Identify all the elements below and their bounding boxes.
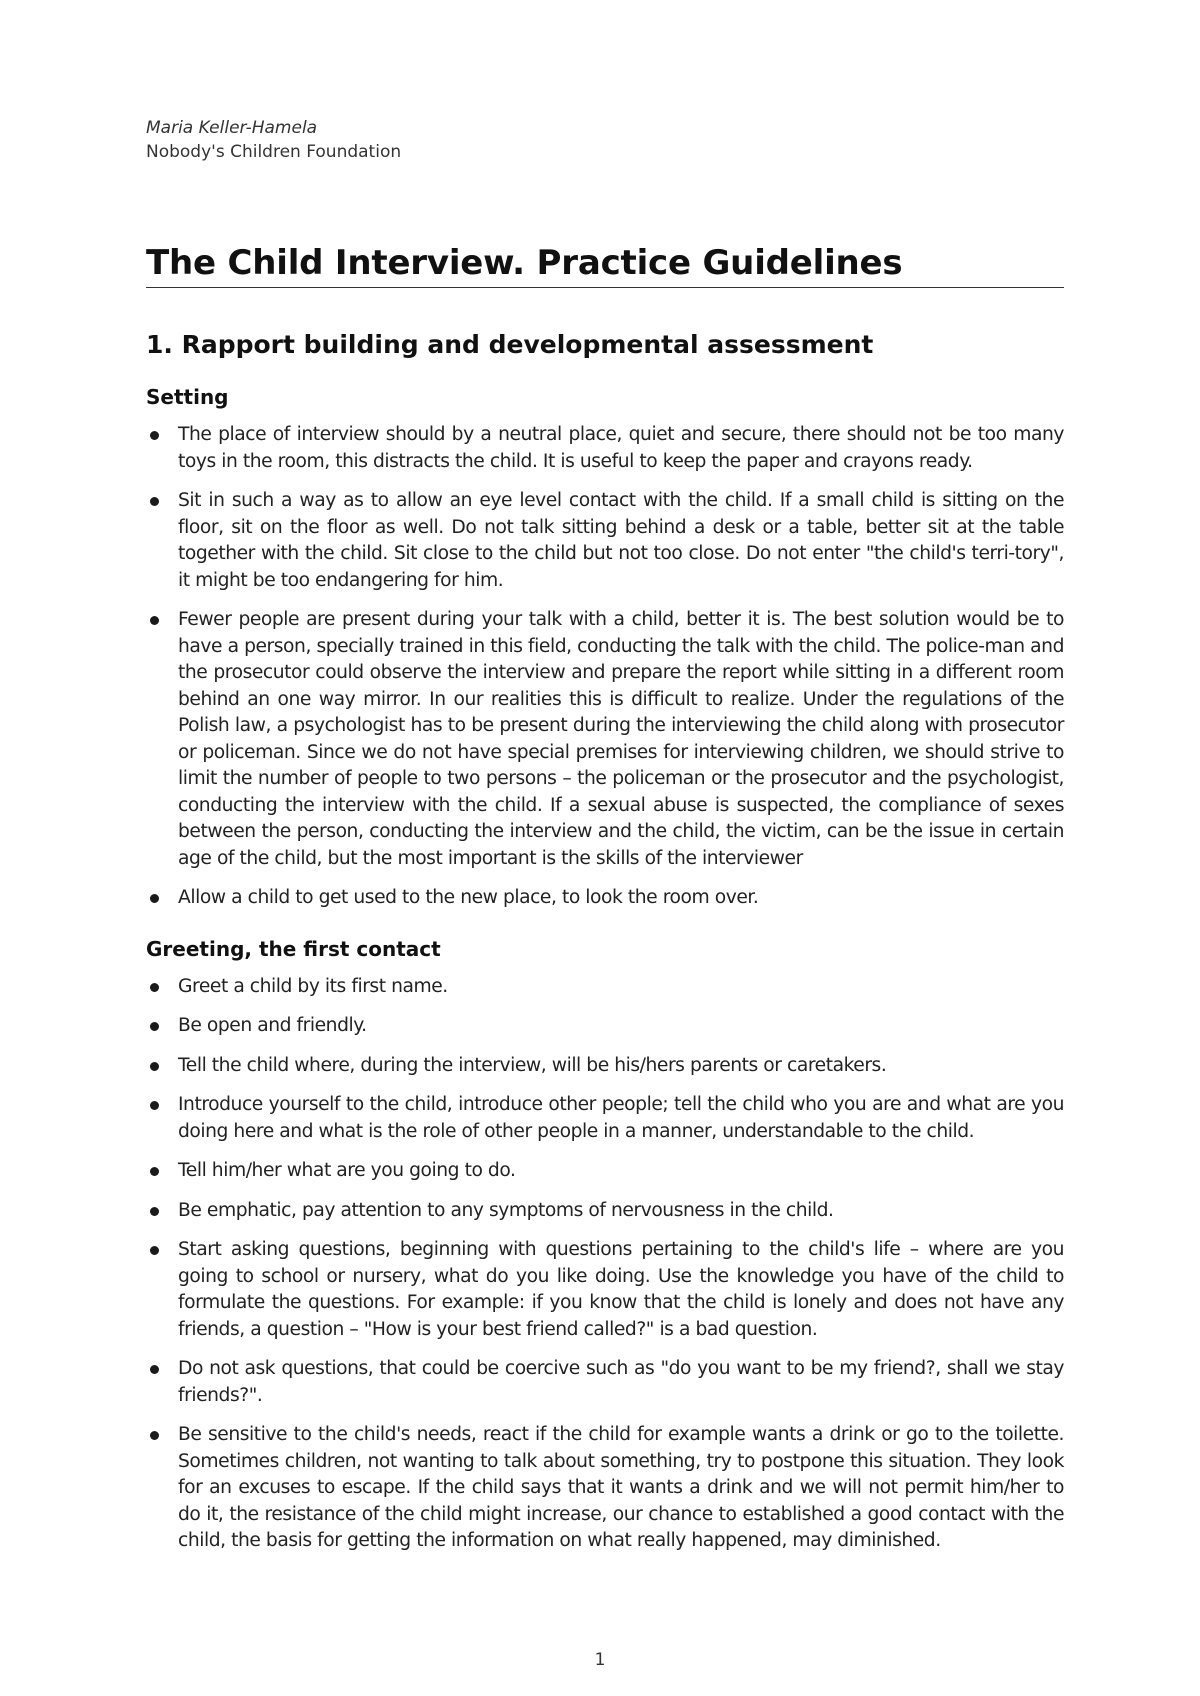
list-item-text: Tell the child where, during the interview, will be his/hers parents or caretakers.: [178, 1054, 887, 1076]
list-item: [146, 1013, 1064, 1040]
bullet-icon: [150, 1246, 159, 1255]
bullet-icon: [150, 1365, 159, 1374]
list-item-text: Fewer people are present during your talk with a child, better it is. The best solution would be to have a person, specially trained in this field, conducting the talk with the child. The police-man and the prosecutor could observe the interview and prepare the report while sitting in a different room behind an one way mirror. In our realities this is difficult to realize. Under the regulations of the Polish law, a psychologist has to be present during the interviewing the child along with prosecutor or policeman. Since we do not have special premises for interviewing children, we should strive to limit the number of people to two persons – the policeman or the prosecutor and the psychologist, conducting the interview with the child. If a sexual abuse is suspected, the compliance of sexes between the person, conducting the interview and the child, the victim, can be the issue in certain age of the child, but the most important is the skills of the interviewer: [178, 609, 1064, 869]
list-item: [146, 1092, 1064, 1145]
list-item-text: Be open and friendly.: [178, 1015, 367, 1036]
list-item-text: Tell him/her what are you going to do.: [178, 1160, 516, 1181]
list-item-text: Do not ask questions, that could be coercive such as "do you want to be my friend?, shall we stay friends?".: [178, 1358, 1064, 1406]
list-item-text: Sit in such a way as to allow an eye level contact with the child. If a small child is sitting on the floor, sit on the floor as well. Do not talk sitting behind a desk or a table, better sit at the table together with the child. Sit close to the child but not too close. Do not enter "the child's terri-tory", it might be too endangering for him.: [178, 490, 1064, 591]
page-content: [146, 116, 1064, 1568]
bullet-icon: [150, 616, 159, 625]
list-item: [146, 1053, 1064, 1080]
greeting-heading: Greeting, the first contact: [146, 936, 441, 961]
list-item-text: Be sensitive to the child's needs, react if the child for example wants a drink or go to the toilette. Sometimes children, not wanting to talk about something, try to postpone this situation. They look for an excuses to escape. If the child says that it wants a drink and we will not permit him/her to do it, the resistance of the child might increase, our chance to established a good contact with the child, the basis for getting the information on what really happened, may diminished.: [178, 1424, 1064, 1551]
list-item: [146, 974, 1064, 1001]
bullet-icon: [150, 1022, 159, 1031]
list-item: [146, 1198, 1064, 1225]
list-item: [146, 607, 1064, 872]
bullet-icon: [150, 1101, 159, 1110]
list-item: [146, 885, 1064, 912]
list-item: [146, 1356, 1064, 1409]
author-name: Maria Keller-Hamela: [146, 118, 318, 138]
bullet-icon: [150, 1207, 159, 1216]
section-title: 1. Rapport building and developmental assessment: [146, 330, 874, 359]
list-item-text: Introduce yourself to the child, introduce other people; tell the child who you are and what are you doing here and what is the role of other people in a manner, understandable to the child.: [178, 1094, 1064, 1142]
list-item: [146, 488, 1064, 594]
organization-name: Nobody's Children Foundation: [146, 142, 402, 162]
bullet-icon: [150, 894, 159, 903]
page-number: 1: [594, 1650, 606, 1670]
bullet-icon: [150, 497, 159, 506]
bullet-icon: [150, 1062, 159, 1071]
setting-list: [146, 422, 1064, 912]
list-item: [146, 1158, 1064, 1185]
list-item-text: Greet a child by its first name.: [178, 975, 448, 997]
list-item-text: Start asking questions, beginning with questions pertaining to the child's life – where are you going to school or nursery, what do you like doing. Use the knowledge you have of the child to formulate the questions. For example: if you know that the child is lonely and does not have any friends, a question – "How is your best friend called?" is a bad question.: [178, 1239, 1064, 1340]
bullet-icon: [150, 1431, 159, 1440]
bullet-icon: [150, 983, 159, 992]
bullet-icon: [150, 431, 159, 440]
greeting-list: [146, 974, 1064, 1555]
setting-heading: Setting: [146, 385, 229, 409]
list-item: [146, 1237, 1064, 1343]
list-item: [146, 1422, 1064, 1555]
list-item-text: Allow a child to get used to the new place, to look the room over.: [178, 887, 759, 908]
list-item: [146, 422, 1064, 475]
list-item-text: Be emphatic, pay attention to any symptoms of nervousness in the child.: [178, 1199, 834, 1221]
bullet-icon: [150, 1167, 159, 1176]
document-title: The Child Interview. Practice Guidelines: [146, 243, 1064, 288]
list-item-text: The place of interview should by a neutral place, quiet and secure, there should not be too many toys in the room, this distracts the child. It is useful to keep the paper and crayons ready.: [178, 424, 1064, 472]
